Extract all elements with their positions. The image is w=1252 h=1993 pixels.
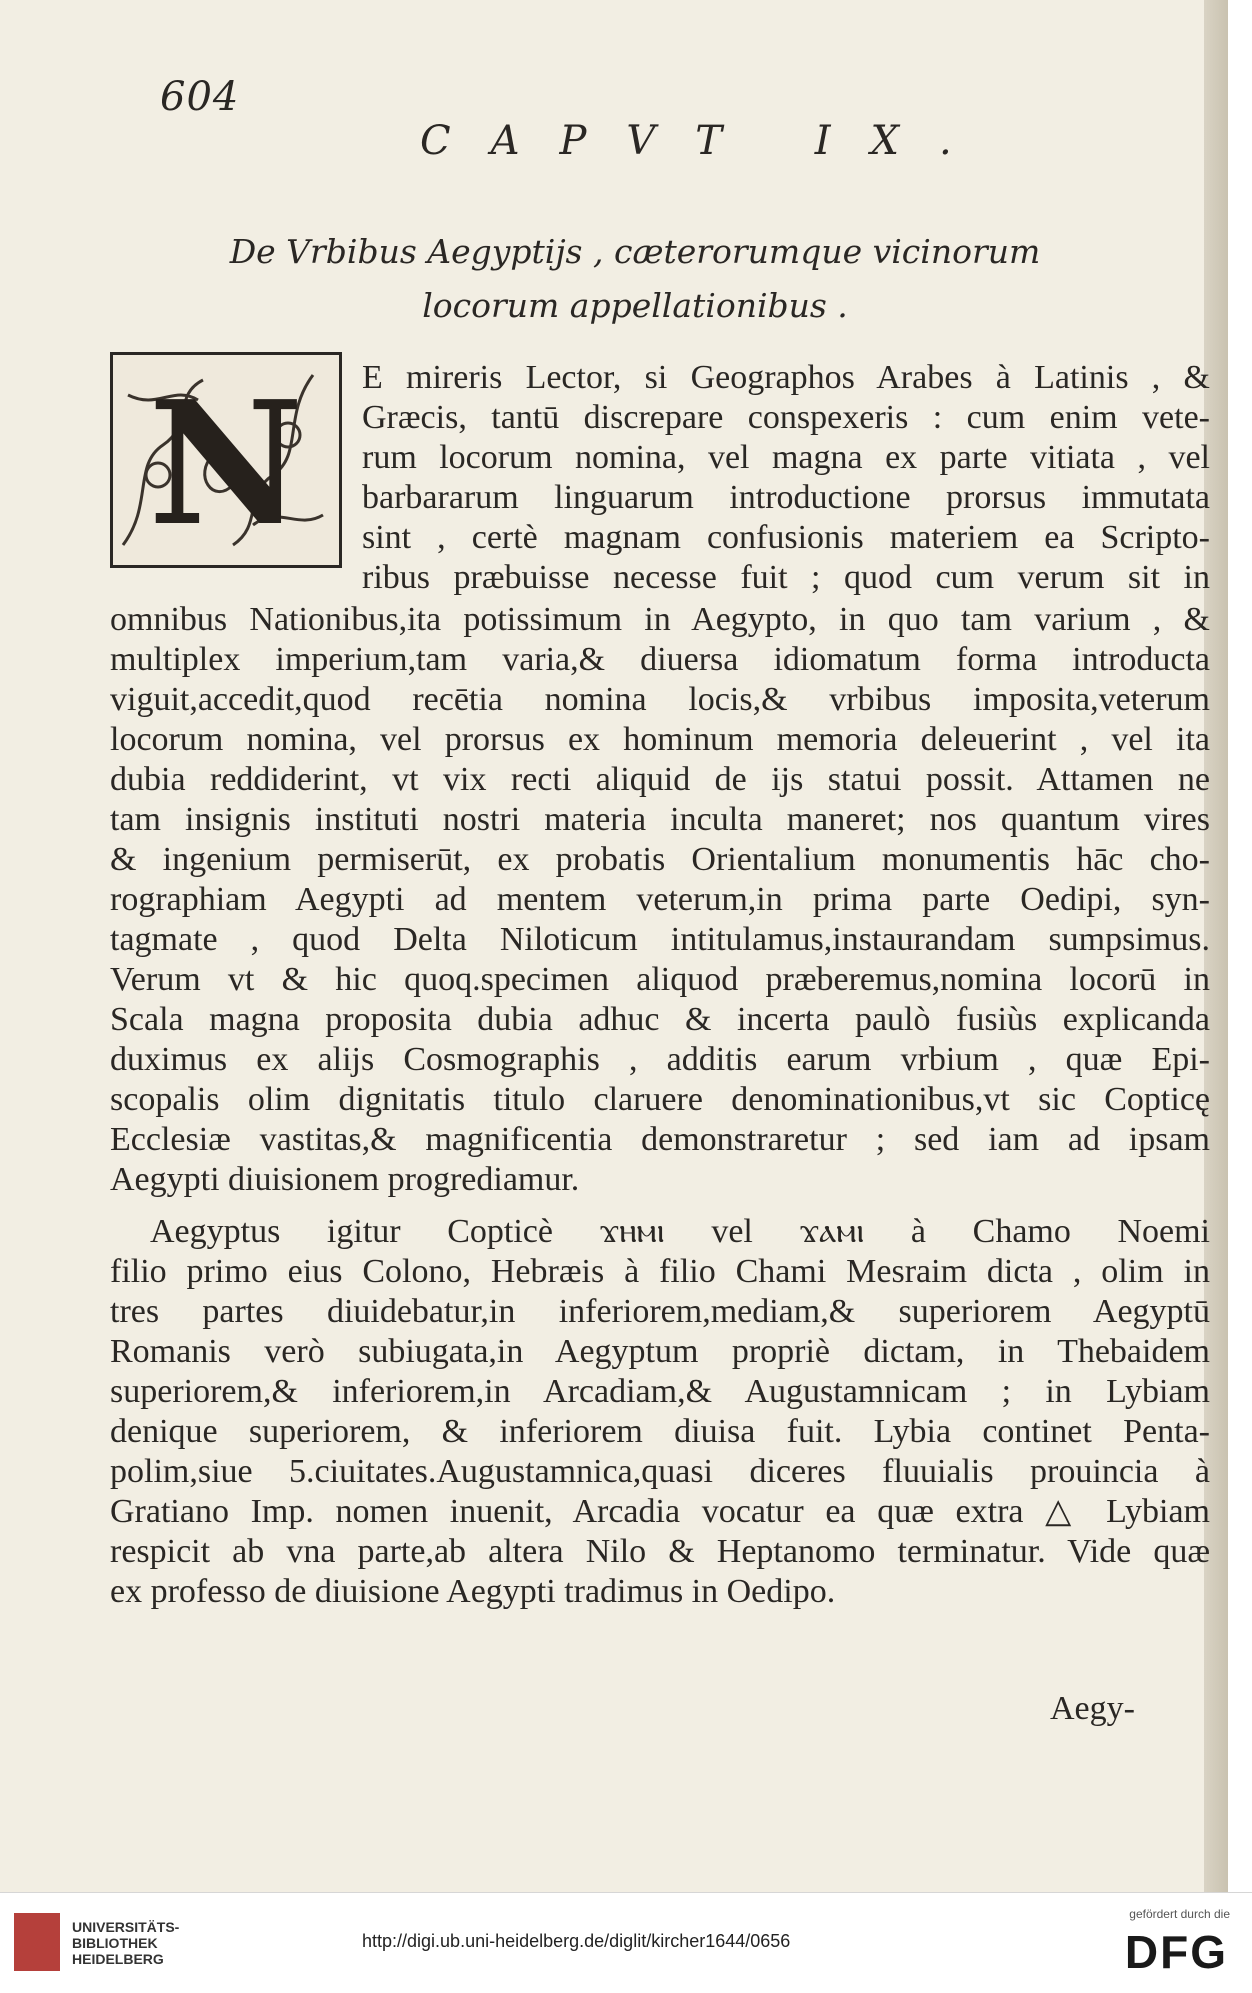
text-line: Verum vt & hic quoq.specimen aliquod præberemus,nomina locorū in xyxy=(110,961,1210,998)
text-line: filio primo eius Colono, Hebræis à filio Chami Mesraim dicta , olim in xyxy=(110,1253,1210,1290)
text-line: denique superiorem, & inferiorem diuisa fuit. Lybia continet Penta- xyxy=(110,1413,1210,1450)
library-name-line-3: HEIDELBERG xyxy=(72,1951,164,1967)
text-line: & ingenium permiserūt, ex probatis Orientalium monumentis hāc cho- xyxy=(110,841,1210,878)
text-line: superiorem,& inferiorem,in Arcadiam,& Augustamnicam ; in Lybiam xyxy=(110,1373,1210,1410)
text-line: dubia reddiderint, vt vix recti aliquid de ijs statui possit. Attamen ne xyxy=(110,761,1210,798)
text-line: Romanis verò subiugata,in Aegyptum propriè dictam, in Thebaidem xyxy=(110,1333,1210,1370)
text-line: rographiam Aegypti ad mentem veterum,in prima parte Oedipi, syn- xyxy=(110,881,1210,918)
text-line: ribus præbuisse necesse fuit ; quod cum verum sit in xyxy=(362,559,1210,596)
text-line: Gratiano Imp. nomen inuenit, Arcadia vocatur ea quæ extra △ Lybiam xyxy=(110,1493,1210,1530)
viewer-footer xyxy=(0,1892,1252,1993)
text-line: viguit,accedit,quod recētia nomina locis,& vrbibus imposita,veterum xyxy=(110,681,1210,718)
text-line: Græcis, tantū discrepare conspexeris : cum enim vete- xyxy=(362,399,1210,436)
text-line: tres partes diuidebatur,in inferiorem,mediam,& superiorem Aegyptū xyxy=(110,1293,1210,1330)
catchword: Aegy- xyxy=(1050,1690,1135,1727)
text-line: multiplex imperium,tam varia,& diuersa idiomatum forma introducta xyxy=(110,641,1210,678)
text-line: Aegyptus igitur Copticè ϫⲏⲙⲓ vel ϫⲁⲙⲓ à Chamo Noemi xyxy=(150,1213,1210,1250)
funding-note: gefördert durch die xyxy=(1129,1907,1230,1921)
text-line: rum locorum nomina, vel magna ex parte vitiata , vel xyxy=(362,439,1210,476)
text-line: sint , certè magnam confusionis materiem ea Scripto- xyxy=(362,519,1210,556)
text-line: locorum nomina, vel prorsus ex hominum memoria deleuerint , vel ita xyxy=(110,721,1210,758)
text-line: Scala magna proposita dubia adhuc & incerta paulò fusiùs explicanda xyxy=(110,1001,1210,1038)
dfg-logo: DFG xyxy=(1124,1926,1228,1978)
chapter-header: CAPVT IX. xyxy=(420,118,992,164)
library-name xyxy=(72,1919,179,1967)
text-line: respicit ab vna parte,ab altera Nilo & Heptanomo terminatur. Vide quæ xyxy=(110,1533,1210,1570)
text-line: tam insignis instituti nostri materia inculta maneret; nos quantum vires xyxy=(110,801,1210,838)
text-line: scopalis olim dignitatis titulo claruere denominationibus,vt sic Copticę xyxy=(110,1081,1210,1118)
text-line: ex professo de diuisione Aegypti tradimus in Oedipo. xyxy=(110,1573,836,1610)
chapter-subtitle-line-1: De Vrbibus Aegyptijs , cæterorumque vicinorum xyxy=(229,232,1041,271)
university-seal-icon xyxy=(14,1913,60,1971)
text-line: omnibus Nationibus,ita potissimum in Aegypto, in quo tam varium , & xyxy=(110,601,1210,638)
decorated-initial xyxy=(110,352,342,568)
text-line: polim,siue 5.ciuitates.Augustamnica,quasi diceres fluuialis prouincia à xyxy=(110,1453,1210,1490)
library-name-line-1: UNIVERSITÄTS- xyxy=(72,1919,180,1935)
text-line: E mireris Lector, si Geographos Arabes à Latinis , & xyxy=(362,359,1210,396)
chapter-subtitle-line-2: locorum appellationibus . xyxy=(422,286,848,325)
text-line: Ecclesiæ vastitas,& magnificentia demonstraretur ; sed iam ad ipsam xyxy=(110,1121,1210,1158)
floral-ornament-icon xyxy=(113,355,339,565)
library-name-line-2: BIBLIOTHEK xyxy=(72,1935,158,1951)
page-number: 604 xyxy=(160,74,240,120)
text-line: duximus ex alijs Cosmographis , additis earum vrbium , quæ Epi- xyxy=(110,1041,1210,1078)
permalink[interactable]: http://digi.ub.uni-heidelberg.de/diglit/kircher1644/0656 xyxy=(362,1931,791,1951)
text-line: Aegypti diuisionem progrediamur. xyxy=(110,1161,580,1198)
text-line: tagmate , quod Delta Niloticum intitulamus,instaurandam sumpsimus. xyxy=(110,921,1210,958)
initial-letter: N xyxy=(148,364,304,564)
text-line: barbararum linguarum introductione prorsus immutata xyxy=(362,479,1210,516)
